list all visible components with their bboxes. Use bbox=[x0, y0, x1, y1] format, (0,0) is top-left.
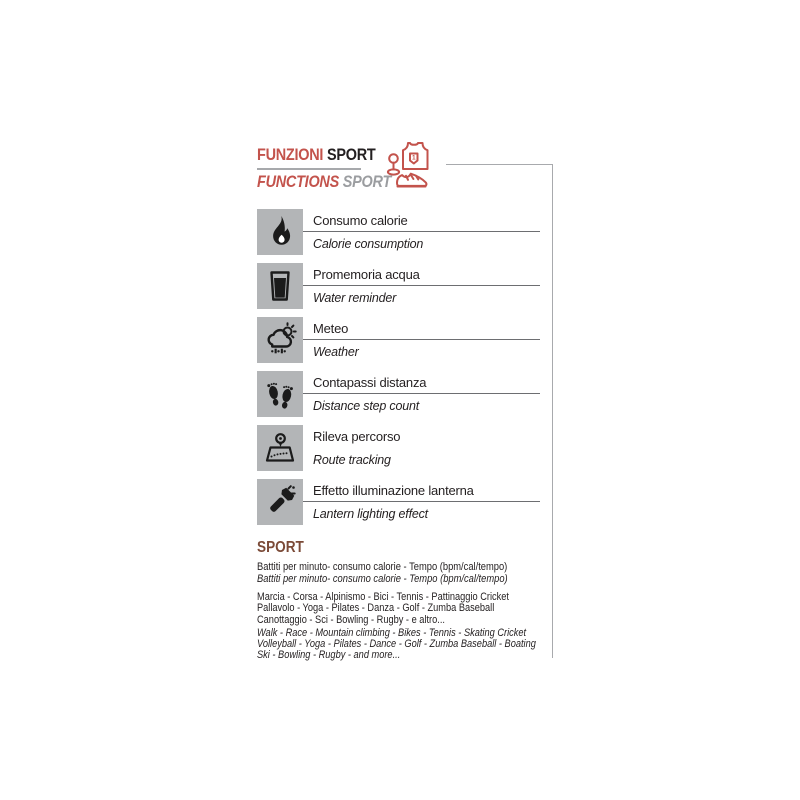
feature-label-it: Promemoria acqua bbox=[303, 263, 540, 286]
flame-icon bbox=[257, 209, 303, 255]
title-en-word1: FUNCTIONS bbox=[257, 172, 339, 191]
route-map-icon bbox=[257, 425, 303, 471]
title-italian bbox=[257, 145, 376, 165]
sport-heading: SPORT bbox=[257, 539, 304, 556]
footprints-icon bbox=[257, 371, 303, 417]
feature-label-en: Distance step count bbox=[313, 398, 419, 413]
sports-list-english bbox=[257, 628, 564, 662]
title-en-word2: SPORT bbox=[342, 172, 392, 191]
sports-it-line3: Canottaggio - Sci - Bowling - Rugby - e altro... bbox=[257, 613, 445, 626]
feature-label-en: Route tracking bbox=[313, 452, 391, 467]
feature-label-en: Weather bbox=[313, 344, 359, 359]
feature-label-en: Lantern lighting effect bbox=[313, 506, 428, 521]
feature-label-it: Rileva percorso bbox=[313, 428, 401, 444]
metrics-english: Battiti per minuto- consumo calorie - Tempo (bpm/cal/tempo) bbox=[257, 573, 508, 585]
title-english bbox=[257, 172, 392, 192]
header-titles bbox=[257, 145, 392, 192]
flashlight-icon bbox=[257, 479, 303, 525]
feature-label-en: Water reminder bbox=[313, 290, 397, 305]
manual-page bbox=[257, 139, 557, 662]
weather-icon bbox=[257, 317, 303, 363]
water-glass-icon bbox=[257, 263, 303, 309]
sports-en-line1: Walk - Race - Mountain climbing - Bikes - Tennis - Skating Cricket bbox=[257, 626, 527, 639]
feature-label-it: Consumo calorie bbox=[303, 209, 540, 232]
metrics-italian: Battiti per minuto- consumo calorie - Tempo (bpm/cal/tempo) bbox=[257, 561, 508, 573]
sports-it-line1: Marcia - Corsa - Alpinismo - Bici - Tennis - Pattinaggio Cricket bbox=[257, 591, 509, 603]
svg-text:1: 1 bbox=[411, 154, 416, 162]
title-it-word2: SPORT bbox=[326, 145, 376, 164]
feature-label-it: Effetto illuminazione lanterna bbox=[303, 479, 540, 502]
feature-label-en: Calorie consumption bbox=[313, 236, 424, 251]
sport-gear-icon bbox=[383, 137, 443, 200]
title-it-word1: FUNZIONI bbox=[257, 145, 324, 164]
sports-en-line2: Volleyball - Yoga - Pilates - Dance - Golf - Zumba Baseball - Boating bbox=[257, 638, 536, 651]
header-underline bbox=[257, 168, 361, 170]
feature-label-it: Meteo bbox=[303, 317, 540, 340]
sport-metrics bbox=[257, 561, 563, 585]
sports-en-line3: Ski - Bowling - Rugby - and more... bbox=[257, 649, 401, 662]
sports-list bbox=[257, 592, 564, 662]
feature-label-it: Contapassi distanza bbox=[303, 371, 540, 394]
header bbox=[257, 139, 557, 191]
sports-it-line2: Pallavolo - Yoga - Pilates - Danza - Golf - Zumba Baseball bbox=[257, 602, 495, 615]
sports-list-italian bbox=[257, 592, 564, 626]
